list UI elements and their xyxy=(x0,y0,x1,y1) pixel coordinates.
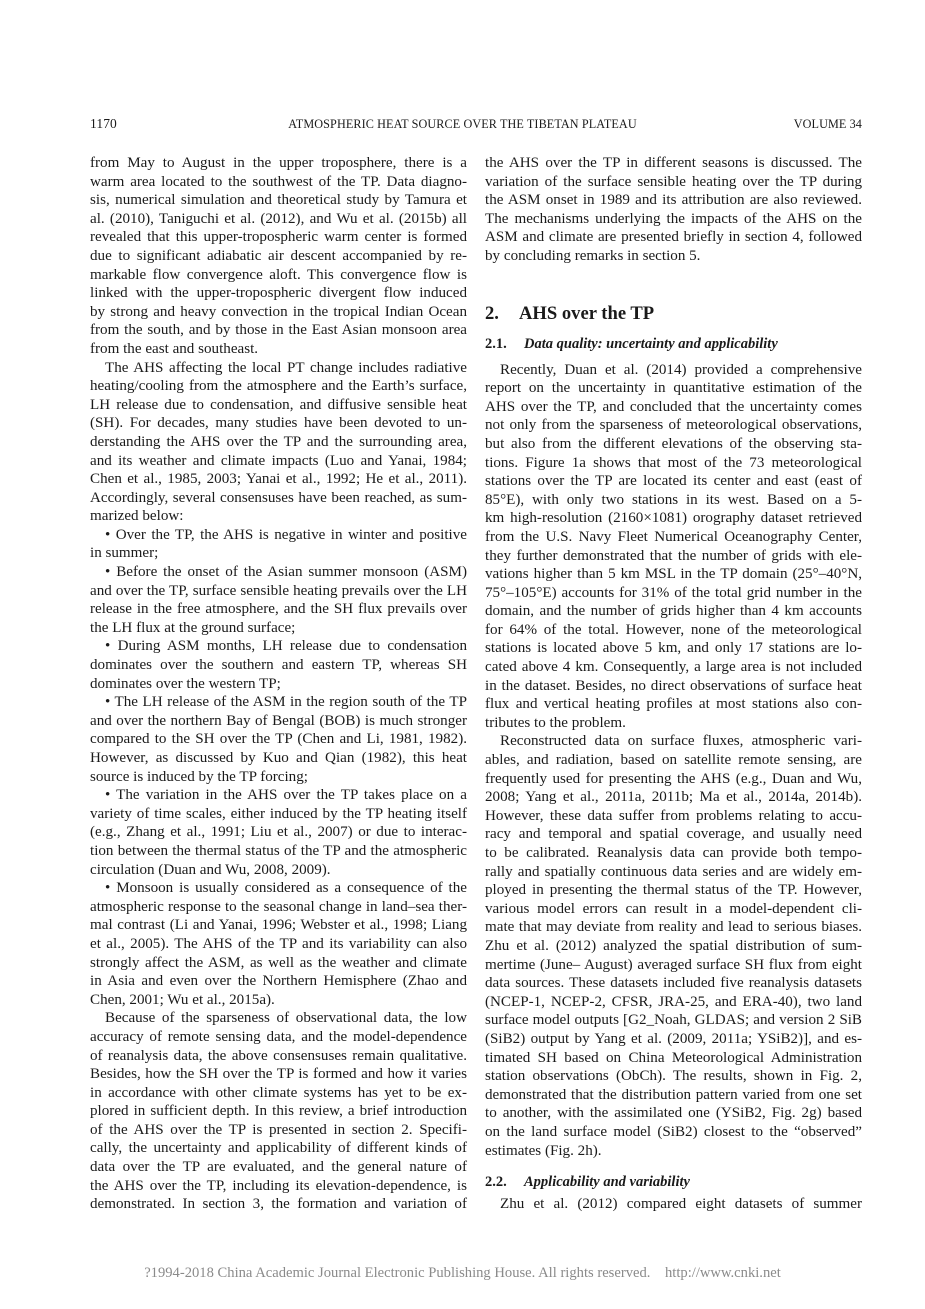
paragraph xyxy=(90,154,467,359)
subsection-number: 2.1. xyxy=(485,335,507,352)
text-line: derstanding the AHS over the TP and the surrounding area, xyxy=(90,433,467,450)
copyright-footer: ?1994-2018 China Academic Journal Electronic Publishing House. All rights reserved. http://www.cnki.net xyxy=(144,1265,781,1281)
text-line: and over the northern Bay of Bengal (BOB) is much stronger xyxy=(90,712,467,729)
text-line: data sources. These datasets included five reanalysis datasets xyxy=(485,975,862,992)
text-line: Reconstructed data on surface fluxes, atmospheric vari- xyxy=(500,733,862,750)
text-line: in accordance with other climate systems has yet to be ex- xyxy=(90,1084,467,1101)
text-line: linked with the upper-tropospheric divergent flow induced xyxy=(90,285,467,302)
text-line: from the east and southeast. xyxy=(90,340,259,357)
text-line: on the land surface model (SiB2) closest to the “observed” xyxy=(485,1123,862,1140)
text-line: they further demonstrated that the number of grids with ele- xyxy=(485,547,862,564)
text-line: surface model outputs [G2_Noah, GLDAS; and version 2 SiB xyxy=(485,1012,862,1029)
text-line: plored in sufficient depth. In this review, a brief introduction xyxy=(90,1103,467,1120)
text-line: demonstrated. In section 3, the formation and variation of xyxy=(90,1196,467,1213)
text-line: by concluding remarks in section 5. xyxy=(485,247,701,264)
left-column xyxy=(90,154,467,1214)
text-line: circulation (Duan and Wu, 2008, 2009). xyxy=(90,861,331,878)
text-line: station observations (ObCh). The results, shown in Fig. 2, xyxy=(485,1068,862,1085)
bullet-item xyxy=(90,526,467,563)
text-line: mal contrast (Li and Yanai, 1996; Webster et al., 1998; Liang xyxy=(90,917,467,934)
bullet-item xyxy=(90,879,467,1009)
text-line: warm area located to the southwest of the TP. Data diagno- xyxy=(90,173,467,190)
text-line: for 64% of the total. However, none of the meteorological xyxy=(485,621,862,638)
section-title: AHS over the TP xyxy=(519,302,655,324)
paragraph xyxy=(90,359,467,526)
text-line: various model errors can result in a model-dependent cli- xyxy=(485,900,862,917)
text-line: to be calibrated. Reanalysis data can provide both tempo- xyxy=(485,845,862,861)
text-line: frequently used for presenting the AHS (e.g., Duan and Wu, xyxy=(485,770,862,787)
subsection-heading-2-2 xyxy=(485,1172,862,1192)
text-line: Recently, Duan et al. (2014) provided a comprehensive xyxy=(500,361,862,378)
running-title: ATMOSPHERIC HEAT SOURCE OVER THE TIBETAN PLATEAU xyxy=(288,117,637,131)
right-column xyxy=(485,154,862,1214)
text-line: timated SH based on China Meteorological Administration xyxy=(485,1049,862,1066)
subsection-number: 2.2. xyxy=(485,1174,507,1191)
text-line: not only from the sparseness of meteorological observations, xyxy=(485,417,862,434)
text-line: cated above 4 km. Consequently, a large area is not included xyxy=(485,659,862,676)
bullet-item xyxy=(90,786,467,879)
text-line: AHS over the TP, and concluded that the uncertainty comes xyxy=(485,398,862,415)
intro-paragraph xyxy=(485,154,862,266)
text-line: tion between the thermal status of the TP and the atmospheric xyxy=(90,842,467,859)
bullet-item xyxy=(90,563,467,637)
text-line: mertime (June– August) averaged surface SH flux from eight xyxy=(485,956,862,973)
text-line: demonstrated that the distribution pattern varied from one set xyxy=(485,1086,862,1103)
text-line: dominates over the western TP; xyxy=(90,675,281,692)
text-line: rally and spatially continuous data series and are widely em- xyxy=(485,863,862,880)
text-line: • During ASM months, LH release due to condensation xyxy=(105,638,467,655)
text-line: from the south, and by those in the East Asian monsoon area xyxy=(90,322,467,339)
text-line: and its weather and climate impacts (Luo and Yanai, 1984; xyxy=(90,452,467,469)
text-line: strongly affect the ASM, as well as the weather and climate xyxy=(90,954,467,971)
text-line: by strong and heavy convection in the tropical Indian Ocean xyxy=(90,303,467,320)
text-line: and over the TP, surface sensible heating prevails over the LH xyxy=(90,582,467,599)
text-line: the ASM onset in 1989 and its attribution are also reviewed. xyxy=(485,192,862,209)
text-line: release in the free atmosphere, and the SH flux prevails over xyxy=(90,601,467,618)
text-line: dominates over the southern and eastern TP, whereas SH xyxy=(90,657,467,674)
bullet-item xyxy=(90,693,467,786)
text-line: sis, numerical simulation and theoretical study by Tamura et xyxy=(90,192,467,209)
paragraph xyxy=(485,732,862,1160)
text-line: • The variation in the AHS over the TP takes place on a xyxy=(105,787,467,804)
text-line: the LH flux at the ground surface; xyxy=(90,619,296,636)
subsection-heading-2-1 xyxy=(485,334,862,354)
text-line: The AHS affecting the local PT change includes radiative xyxy=(105,359,467,376)
text-line: ployed in presenting the thermal status of the TP. However, xyxy=(485,882,862,899)
text-line: ASM and climate are presented briefly in section 4, followed xyxy=(485,229,862,246)
text-line: variation of the surface sensible heating over the TP during xyxy=(485,173,862,190)
text-line: of the AHS over the TP is presented in section 2. Specifi- xyxy=(90,1121,467,1138)
text-line: tions. Figure 1a shows that most of the 73 meteorological xyxy=(485,454,862,471)
text-line: et al., 2005). The AHS of the TP and its variability can also xyxy=(90,935,467,952)
text-line: Accordingly, several consensuses have been reached, as sum- xyxy=(90,489,467,506)
text-line: racy and temporal and spatial coverage, and usually need xyxy=(485,826,862,843)
text-line: variety of time scales, either induced by the TP heating itself xyxy=(90,805,467,822)
text-line: estimates (Fig. 2h). xyxy=(485,1142,602,1159)
text-line: data over the TP are evaluated, and the general nature of xyxy=(90,1159,467,1176)
text-line: but also from the different elevations of the observing sta- xyxy=(485,435,862,452)
text-line: (SH). For decades, many studies have been devoted to un- xyxy=(90,415,467,432)
text-line: 75°–105°E) accounts for 31% of the total grid number in the xyxy=(485,584,862,601)
subsection-title: Applicability and variability xyxy=(524,1174,690,1191)
text-line: cally, the uncertainty and applicability of different kinds of xyxy=(90,1140,467,1157)
paragraph xyxy=(485,1195,862,1214)
text-line: Zhu et al. (2012) compared eight datasets of summer xyxy=(500,1196,862,1213)
text-line: accuracy of remote sensing data, and the model-dependence xyxy=(90,1028,467,1045)
text-line: LH release due to condensation, and diffusive sensible heat xyxy=(90,396,467,413)
paragraph xyxy=(485,361,862,733)
paragraph xyxy=(90,1009,467,1214)
text-line: Because of the sparseness of observational data, the low xyxy=(105,1010,467,1027)
text-line: marized below: xyxy=(90,508,184,525)
text-line: Chen et al., 1985, 2003; Yanai et al., 1992; He et al., 2011). xyxy=(90,471,467,488)
text-line: al. (2010), Taniguchi et al. (2012), and Wu et al. (2015b) all xyxy=(90,210,467,227)
text-line: to another, with the assimilated one (YSiB2, Fig. 2g) based xyxy=(485,1105,862,1122)
text-line: heating/cooling from the atmosphere and the Earth’s surface, xyxy=(90,378,467,395)
text-line: in Asia and even over the Northern Hemisphere (Zhao and xyxy=(90,973,467,990)
text-line: Besides, how the SH over the TP is formed and how it varies xyxy=(90,1066,467,1083)
text-line: (SiB2) output by Yang et al. (2009, 2011a; YSiB2)], and es- xyxy=(485,1030,862,1047)
text-line: tributes to the problem. xyxy=(485,714,626,731)
text-line: • Before the onset of the Asian summer monsoon (ASM) xyxy=(105,564,467,581)
text-line: 2008; Yang et al., 2011a, 2011b; Ma et al., 2014a, 2014b). xyxy=(485,789,862,806)
bullet-item xyxy=(90,637,467,693)
text-line: atmospheric response to the seasonal change in land–sea ther- xyxy=(90,898,467,915)
text-line: report on the uncertainty in quantitative estimation of the xyxy=(485,380,862,397)
text-line: source is induced by the TP forcing; xyxy=(90,768,308,785)
text-line: compared to the SH over the TP (Chen and Li, 1981, 1982). xyxy=(90,731,467,748)
text-line: domain, and the number of grids higher than 4 km accounts xyxy=(485,603,862,620)
text-line: • Monsoon is usually considered as a consequence of the xyxy=(105,880,467,897)
text-line: in summer; xyxy=(90,545,159,562)
text-line: km high-resolution (2160×1081) orography dataset retrieved xyxy=(485,510,862,527)
volume-label: VOLUME 34 xyxy=(793,117,862,131)
section-number: 2. xyxy=(485,302,499,324)
text-line: of reanalysis data, the above consensuses remain qualitative. xyxy=(90,1047,467,1064)
text-line: However, as discussed by Kuo and Qian (1982), this heat xyxy=(90,750,467,766)
text-line: due to significant adiabatic air descent accompanied by re- xyxy=(90,247,467,264)
text-line: markable flow convergence aloft. This convergence flow is xyxy=(90,266,467,283)
text-line: revealed that this upper-tropospheric warm center is formed xyxy=(90,229,467,246)
text-line: Chen, 2001; Wu et al., 2015a). xyxy=(90,991,275,1008)
text-line: • Over the TP, the AHS is negative in winter and positive xyxy=(105,526,467,543)
text-line: (e.g., Zhang et al., 1991; Liu et al., 2007) or due to interac- xyxy=(90,824,467,841)
text-line: the AHS over the TP, including its elevation-dependence, is xyxy=(90,1177,467,1194)
text-line: from the U.S. Navy Fleet Numerical Oceanography Center, xyxy=(485,528,862,545)
text-line: ables, and radiation, based on satellite remote sensing, are xyxy=(485,752,862,769)
text-line: from May to August in the upper troposphere, there is a xyxy=(90,155,467,171)
text-line: (NCEP-1, NCEP-2, CFSR, JRA-25, and ERA-40), two land xyxy=(485,993,862,1010)
text-line: The mechanisms underlying the impacts of the AHS on the xyxy=(485,210,862,227)
subsection-title: Data quality: uncertainty and applicability xyxy=(524,335,778,352)
text-line: However, these data suffer from problems relating to accu- xyxy=(485,807,862,824)
text-line: stations is located above 5 km, and only 17 stations are lo- xyxy=(485,640,862,657)
text-line: the AHS over the TP in different seasons is discussed. The xyxy=(485,155,862,171)
page-number: 1170 xyxy=(90,116,117,131)
text-line: vations higher than 5 km MSL in the TP domain (25°–40°N, xyxy=(485,566,862,583)
text-line: in the dataset. Besides, no direct observations of surface heat xyxy=(485,677,862,694)
text-line: Zhu et al. (2012) analyzed the spatial distribution of sum- xyxy=(485,937,862,954)
text-line: stations over the TP are located its center and east (east of xyxy=(485,473,862,490)
text-line: flux and vertical heating profiles at most stations also con- xyxy=(485,696,862,713)
section-heading-2 xyxy=(485,303,862,325)
text-line: mate that may deviate from reality and lead to serious biases. xyxy=(485,919,862,936)
text-line: 85°E), with only two stations in its west. Based on a 5- xyxy=(485,491,862,508)
text-line: • The LH release of the ASM in the region south of the TP xyxy=(105,694,467,711)
